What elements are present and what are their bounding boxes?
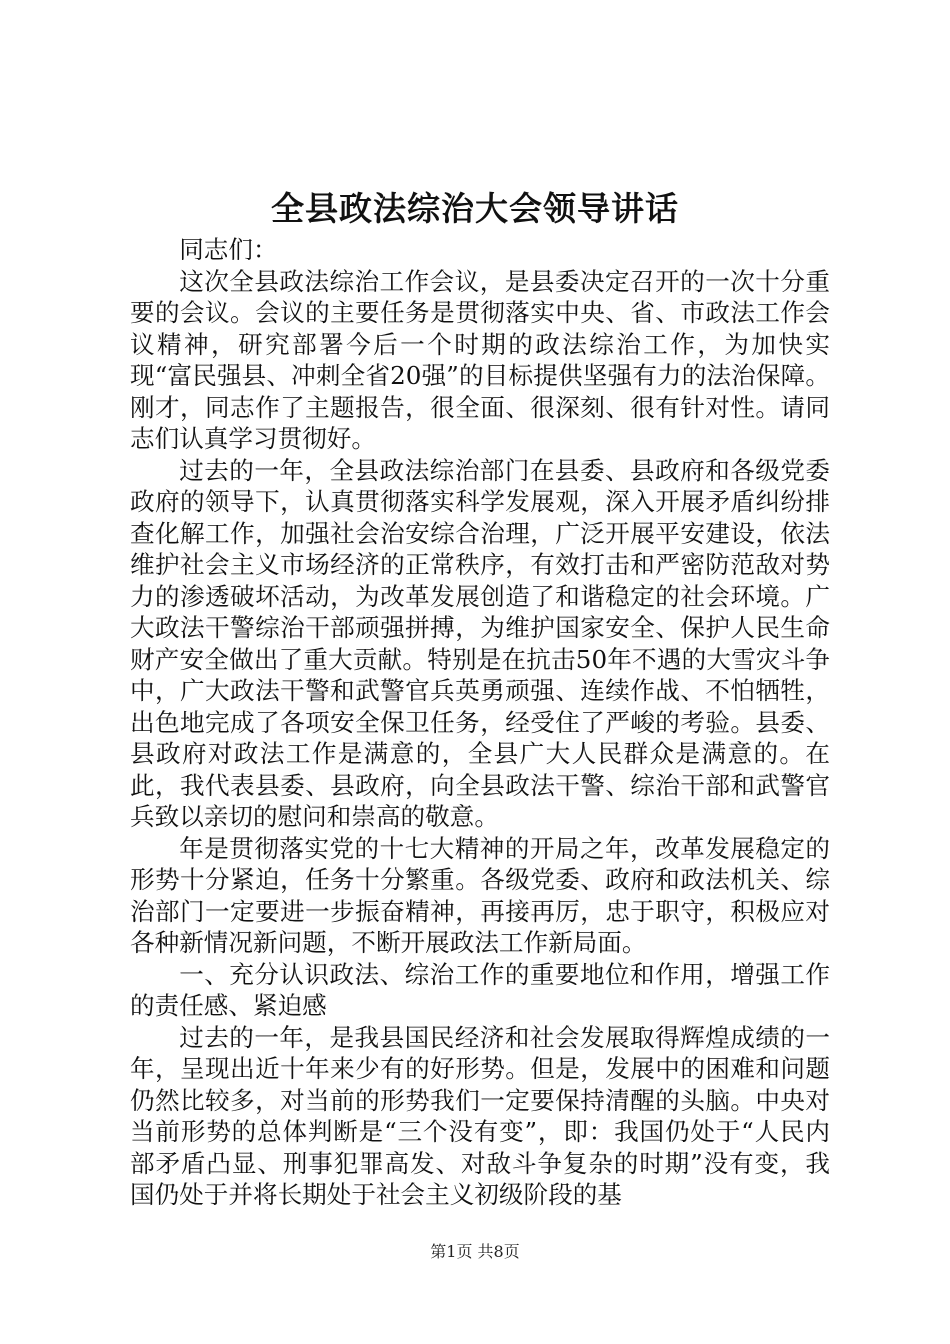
document-title: 全县政法综治大会领导讲话 — [271, 189, 679, 228]
document-body — [130, 234, 830, 1211]
body-paragraph: 过去的一年，全县政法综治部门在县委、县政府和各级党委政府的领导下，认真贯彻落实科学发展观，深入开展矛盾纠纷排查化解工作，加强社会治安综合治理，广泛开展平安建设，依法维护社会主义市场经济的正常秩序，有效打击和严密防范敌对势力的渗透破坏活动，为改革发展创造了和谐稳定的社会环境。广大政法干警综治干部顽强拼搏，为维护国家安全、保护人民生命财产安全做出了重大贡献。特别是在抗击50年不遇的大雪灾斗争中，广大政法干警和武警官兵英勇顽强、连续作战、不怕牺牲，出色地完成了各项安全保卫任务，经受住了严峻的考验。县委、县政府对政法工作是满意的，全县广大人民群众是满意的。在此，我代表县委、县政府，向全县政法干警、综治干部和武警官兵致以亲切的慰问和崇高的敬意。 — [130, 455, 830, 831]
body-paragraph: 过去的一年，是我县国民经济和社会发展取得辉煌成绩的一年，呈现出近十年来少有的好形势。但是，发展中的困难和问题仍然比较多，对当前的形势我们一定要保持清醒的头脑。中央对当前形势的总体判断是“三个没有变”，即：我国仍处于“人民内部矛盾凸显、刑事犯罪高发、对敌斗争复杂的时期”没有变，我国仍处于并将长期处于社会主义初级阶段的基 — [130, 1022, 830, 1209]
body-paragraph: 年是贯彻落实党的十七大精神的开局之年，改革发展稳定的形势十分紧迫，任务十分繁重。各级党委、政府和政法机关、综治部门一定要进一步振奋精神，再接再厉，忠于职守，积极应对各种新情况新问题，不断开展政法工作新局面。 — [130, 833, 830, 957]
page-footer: 第1页 共8页 — [430, 1242, 520, 1261]
body-paragraph: 这次全县政法综治工作会议，是县委决定召开的一次十分重要的会议。会议的主要任务是贯彻落实中央、省、市政法工作会议精神，研究部署今后一个时期的政法综治工作，为加快实现“富民强县、冲刺全省20强”的目标提供坚强有力的法治保障。刚才，同志作了主题报告，很全面、很深刻、很有针对性。请同志们认真学习贯彻好。 — [130, 266, 830, 453]
salutation-paragraph: 同志们： — [179, 235, 278, 264]
section-heading: 一、充分认识政法、综治工作的重要地位和作用，增强工作的责任感、紧迫感 — [130, 959, 830, 1020]
